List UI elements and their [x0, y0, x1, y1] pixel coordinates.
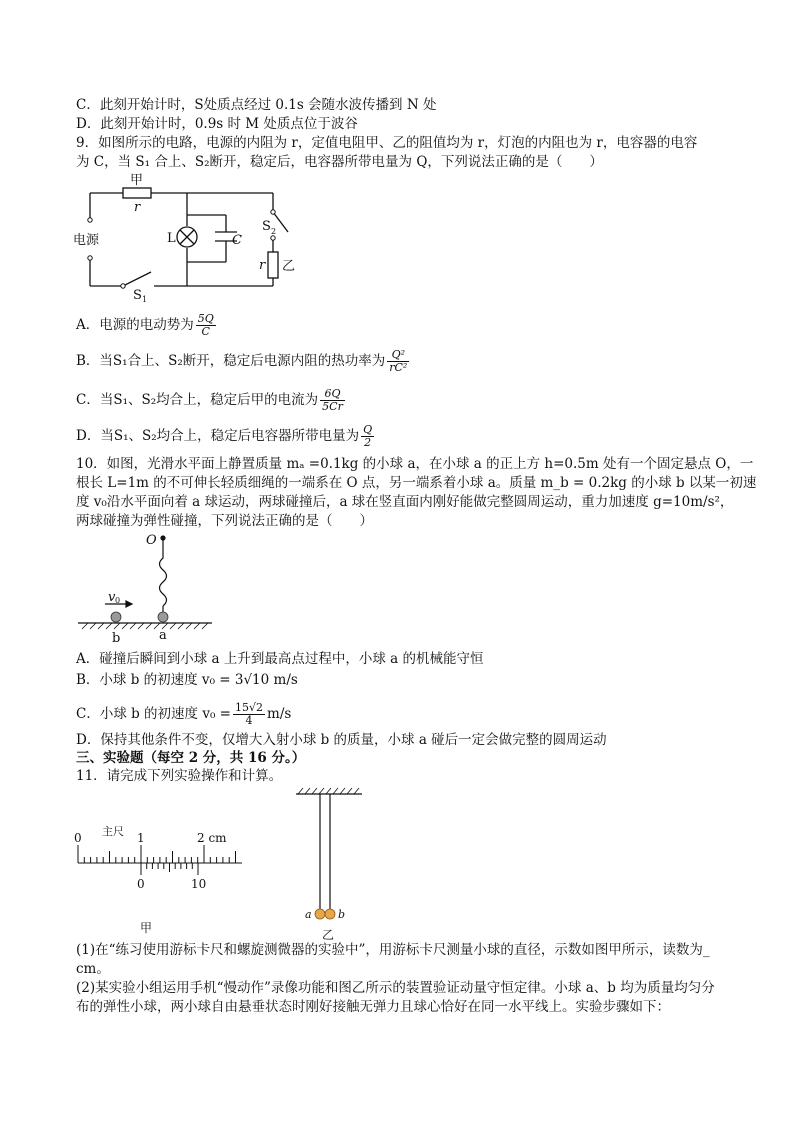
label-r-right: r	[259, 258, 266, 273]
q10-option-c-fraction: $\frac{15√2}{4}$	[235, 701, 264, 727]
q8-option-d: D．此刻开始计时，0.9s 时 M 处质点位于波谷	[76, 116, 358, 132]
label-capacitor: C	[232, 233, 242, 248]
q11-part2-line1: (2)某实验小组运用手机“慢动作”录像功能和图乙所示的装置验证动量守恒定律。小球 a、b 均为质量均匀分	[76, 980, 715, 996]
label-vernier-zero: 0	[137, 877, 145, 891]
q11-part2-line2: 布的弹性小球，两小球自由悬垂状态时刚好接触无弹力且球心恰好在同一水平线上。实验步骤如下：	[76, 999, 670, 1015]
q10-option-c-text: C．小球 b 的初速度 v₀ =	[76, 706, 231, 722]
q9-option-a-text: A．电源的电动势为	[76, 317, 194, 333]
q9-option-b-text: B．当S₁合上、S₂断开，稳定后电源内阻的热功率为	[76, 353, 386, 369]
label-s2: S	[262, 219, 271, 234]
q9-option-c-fraction: $\frac{6Q}{5Cr}$	[322, 387, 343, 413]
label-one: 1	[137, 831, 145, 845]
label-two-cm: 2 cm	[197, 831, 227, 845]
label-main-zero: 0	[74, 831, 82, 845]
label-s1-sub: 1	[142, 295, 148, 304]
rope	[160, 540, 167, 606]
label-v0: v	[108, 590, 116, 605]
label-lamp: L	[167, 231, 176, 246]
q10-option-a: A．碰撞后瞬间到小球 a 上升到最高点过程中，小球 a 的机械能守恒	[76, 651, 484, 667]
q9-option-d	[76, 424, 376, 449]
q9-option-b	[76, 349, 411, 374]
q10-stem-line4: 两球碰撞为弹性碰撞，下列说法正确的是（ ）	[76, 513, 373, 529]
q11-part1-line1: (1)在“练习使用游标卡尺和螺旋测微器的实验中”，用游标卡尺测量小球的直径，示数如图甲所示，读数为_	[76, 942, 710, 958]
label-s2-sub: 2	[271, 227, 277, 236]
q11-part1-line2: cm。	[76, 961, 110, 977]
ball-b	[111, 612, 121, 622]
label-r-top: r	[134, 200, 141, 215]
q10-option-c	[76, 702, 291, 727]
q10-collision-diagram	[70, 528, 230, 646]
q10-option-b: B．小球 b 的初速度 v₀ = 3√10 m/s	[76, 672, 298, 688]
resistor-jia	[123, 188, 151, 198]
label-power-source: 电源	[73, 233, 100, 248]
q9-option-b-fraction: $\frac{\text{Q²}}{\text{rC²}}$	[389, 348, 408, 374]
q8-option-c: C．此刻开始计时，S处质点经过 0.1s 会随水波传播到 N 处	[76, 97, 437, 113]
q9-circuit-diagram	[66, 168, 306, 304]
resistor-yi	[268, 252, 278, 278]
q10-stem-line2: 根长 L=1m 的不可伸长轻质细绳的一端系在 O 点，另一端系着小球 a。质量 m_b = 0.2kg 的小球 b 以某一初速	[76, 475, 757, 491]
q11-pendulum-figure	[290, 784, 370, 944]
label-vernier-ten: 10	[191, 877, 207, 891]
q9-stem-line1: 9．如图所示的电路，电源的内阻为 r，定值电阻甲、乙的阻值均为 r，灯泡的内阻也为 r，电容器的电容	[76, 135, 698, 151]
q9-option-c-text: C．当S₁、S₂均合上，稳定后甲的电流为	[76, 392, 319, 408]
q9-option-c	[76, 388, 347, 413]
q9-option-d-text: D．当S₁、S₂均合上，稳定后电容器所带电量为	[76, 428, 360, 444]
label-v0-sub: 0	[115, 596, 121, 605]
q10-option-d: D．保持其他条件不变，仅增大入射小球 b 的质量，小球 a 碰后一定会做完整的圆周运动	[76, 732, 607, 748]
ball-a	[158, 612, 168, 622]
label-ball-b: b	[112, 631, 121, 646]
q11-stem: 11．请完成下列实验操作和计算。	[76, 768, 283, 784]
label-ball-b: b	[338, 908, 346, 921]
q10-option-c-unit: m/s	[267, 706, 292, 722]
label-point-o: O	[146, 533, 157, 548]
section-3-heading: 三、实验题（每空 2 分，共 16 分。）	[76, 750, 306, 766]
label-yi: 乙	[282, 259, 296, 274]
q11-vernier-caliper-figure	[66, 820, 256, 936]
q9-option-d-fraction: $\frac{Q}{2}$	[363, 423, 373, 449]
label-ball-a: a	[159, 628, 167, 643]
label-ball-a: a	[305, 908, 312, 921]
ball-a	[315, 909, 325, 919]
label-jia: 甲	[130, 173, 144, 188]
q9-stem-line2: 为 C，当 S₁ 合上、S₂断开，稳定后，电容器所带电量为 Q，下列说法正确的是（ ）	[76, 154, 603, 170]
q9-option-a	[76, 313, 218, 338]
q10-stem-line1: 10．如图，光滑水平面上静置质量 mₐ =0.1kg 的小球 a，在小球 a 的正上方 h=0.5m 处有一个固定悬点 O，一	[76, 456, 754, 472]
label-main-scale: 主尺	[102, 825, 124, 838]
q10-stem-line3: 度 v₀沿水平面向着 a 球运动，两球碰撞后，a 球在竖直面内刚好能做完整圆周运动，重力加速度 g=10m/s²，	[76, 494, 734, 510]
switch-s1	[123, 272, 151, 286]
label-s1: S	[133, 288, 142, 303]
ball-b	[325, 909, 335, 919]
label-figure-jia: 甲	[140, 921, 153, 935]
label-figure-yi: 乙	[322, 928, 335, 942]
q9-option-a-fraction: $\frac{5Q}{C}$	[197, 312, 214, 338]
